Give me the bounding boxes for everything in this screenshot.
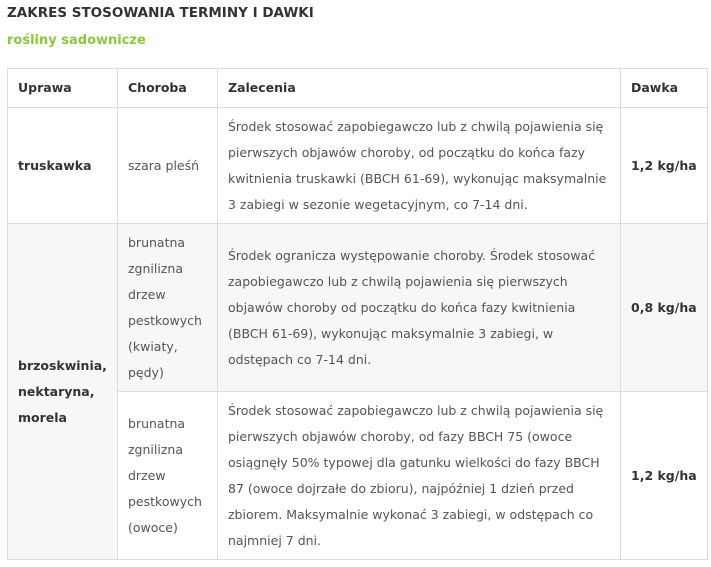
dosage-table [7,68,708,560]
crop-cell: brzoskwinia, nektaryna, morela [8,224,118,560]
recommendation-cell: Środek stosować zapobiegawczo lub z chwilą pojawienia się pierwszych objawów choroby, od początku do końca fazy kwitnienia truskawki (BBCH 61-69), wykonując maksymalnie 3 zabiegi w sezonie wegetacyjnym, co 7-14 dni. [218,108,621,224]
header-dose: Dawka [621,69,708,108]
header-disease: Choroba [118,69,218,108]
header-crop: Uprawa [8,69,118,108]
dose-cell: 1,2 kg/ha [621,108,708,224]
page-title: ZAKRES STOSOWANIA TERMINY I DAWKI [7,5,314,21]
table-row [8,224,708,392]
disease-cell: brunatna zgnilizna drzew pestkowych (owoce) [118,392,218,560]
dose-cell: 1,2 kg/ha [621,392,708,560]
crop-cell: truskawka [8,108,118,224]
disease-cell: szara pleśń [118,108,218,224]
disease-cell: brunatna zgnilizna drzew pestkowych (kwiaty, pędy) [118,224,218,392]
recommendation-cell: Środek stosować zapobiegawczo lub z chwilą pojawienia się pierwszych objawów choroby, od fazy BBCH 75 (owoce osiągnęły 50% typowej dla gatunku wielkości do fazy BBCH 87 (owoce dojrzałe do zbioru), najpóźniej 1 dzień przed zbiorem. Maksymalnie wykonać 3 zabiegi, w odstępach co najmniej 7 dni. [218,392,621,560]
recommendation-cell: Środek ogranicza występowanie choroby. Środek stosować zapobiegawczo lub z chwilą pojawienia się pierwszych objawów choroby od początku do końca fazy kwitnienia (BBCH 61-69), wykonując maksymalnie 3 zabiegi, w odstępach co 7-14 dni. [218,224,621,392]
section-subtitle: rośliny sadownicze [7,33,146,48]
dose-cell: 0,8 kg/ha [621,224,708,392]
table-row [8,108,708,224]
header-recommendation: Zalecenia [218,69,621,108]
table-header-row [8,69,708,108]
